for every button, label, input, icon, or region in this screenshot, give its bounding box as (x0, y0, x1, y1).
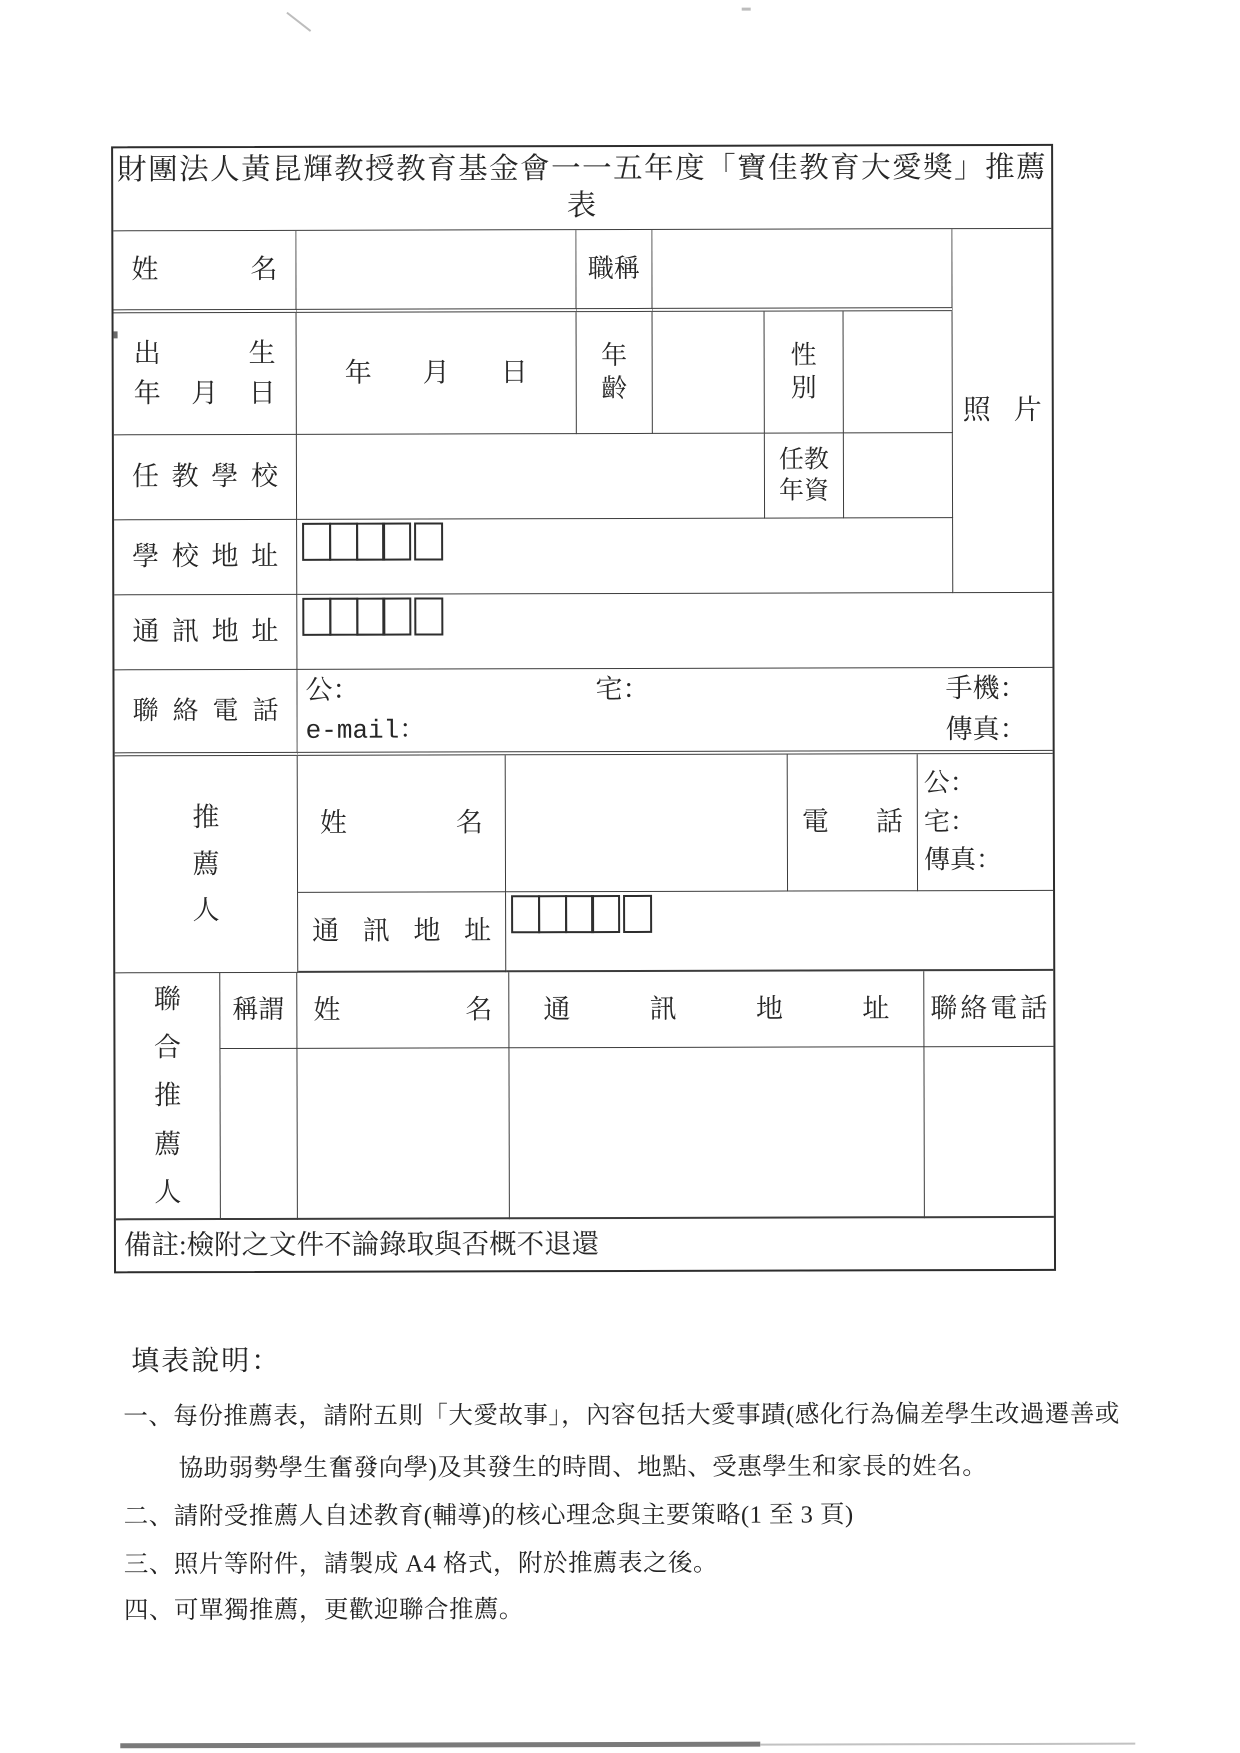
job-title-label: 職稱 (576, 230, 652, 312)
joint-recommender-section-label: 聯合推薦人 (153, 984, 182, 1207)
postal-code-boxes (511, 895, 650, 933)
contact-phone-label: 聯 絡 電 話 (114, 670, 297, 756)
joint-address-input-cell (509, 1047, 924, 1219)
name-label: 姓 名 (113, 231, 296, 313)
recommender-phone-label: 電 話 (788, 754, 918, 891)
age-label: 年齡 (601, 340, 628, 403)
joint-title-input-cell (220, 1049, 297, 1220)
phone-home-label: 宅： (595, 673, 650, 704)
mailing-address-label: 通 訊 地 址 (114, 595, 297, 670)
recommendation-form-table (111, 144, 1056, 1273)
scan-artifact (114, 331, 118, 338)
postal-code-boxes (302, 522, 441, 560)
gender-input-cell (844, 311, 953, 433)
joint-col-address-header: 通 訊 地 址 (509, 971, 924, 1048)
age-input-cell (653, 312, 765, 434)
phone-mobile-label: 手機： (945, 672, 1027, 703)
form-title: 財團法人黃昆輝教授教育基金會一一五年度「寶佳教育大愛獎」推薦表 (113, 146, 1051, 231)
birth-date-input-cell: 年 月 日 (297, 312, 577, 435)
recommender-address-label: 通 訊 地 址 (298, 892, 506, 973)
joint-col-phone-header: 聯 絡 電 話 (924, 971, 1053, 1047)
instructions-heading: 填表說明： (131, 1345, 282, 1378)
postal-code-boxes (302, 597, 441, 635)
teaching-years-input-cell (844, 433, 953, 518)
job-title-input-cell (652, 229, 952, 312)
name-input-cell (296, 230, 576, 313)
joint-col-title-header: 稱謂 (220, 973, 297, 1049)
recommender-phone-office-label: 公： (923, 768, 976, 798)
recommender-name-input-cell (506, 755, 788, 893)
phone-fax-label: 傳真： (945, 713, 1027, 744)
school-address-input-cell (297, 518, 953, 595)
instruction-line-4: 四、可單獨推薦，更歡迎聯合推薦。 (123, 1596, 524, 1625)
recommender-phone-cell (918, 754, 1053, 891)
birth-date-label-line1: 出 生 (133, 337, 276, 369)
recommender-address-input-cell (506, 891, 1053, 972)
photo-cell: 照 片 (952, 229, 1052, 593)
recommender-phone-home-label: 宅： (923, 806, 976, 836)
recommender-section-label: 推薦人 (192, 802, 220, 926)
mailing-address-input-cell (297, 593, 1052, 670)
instruction-line-1: 一、每份推薦表，請附五則「大愛故事」，內容包括大愛事蹟(感化行為偏差學生改過遷善或 (123, 1400, 1120, 1431)
recommender-phone-fax-label: 傳真： (923, 845, 1003, 875)
recommender-name-label: 姓 名 (298, 755, 506, 893)
joint-phone-input-cell (924, 1047, 1053, 1218)
phone-email-label: e-mail： (305, 715, 426, 747)
scan-artifact (742, 8, 751, 11)
school-label: 任 教 學 校 (114, 435, 297, 520)
scan-artifact (286, 12, 311, 32)
joint-col-name-header: 姓 名 (297, 972, 509, 1049)
birth-date-label-line2: 年 月 日 (133, 377, 276, 408)
instruction-line-1-cont: 協助弱勢學生奮發向學)及其發生的時間、地點、受惠學生和家長的姓名。 (178, 1453, 988, 1483)
remarks-row: 備註:檢附之文件不論錄取與否概不退還 (123, 1228, 600, 1261)
joint-name-input-cell (297, 1048, 509, 1220)
scan-artifact (760, 1743, 1135, 1746)
school-input-cell (297, 434, 765, 520)
phone-office-label: 公： (305, 674, 360, 705)
teaching-years-label: 任教年資 (778, 446, 830, 505)
school-address-label: 學 校 地 址 (114, 520, 297, 595)
scan-artifact (120, 1742, 760, 1749)
instruction-line-2: 二、請附受推薦人自述教育(輔導)的核心理念與主要策略(1 至 3 頁) (123, 1501, 854, 1531)
contact-phone-cell (297, 668, 1052, 756)
gender-label: 性別 (790, 340, 817, 403)
instruction-line-3: 三、照片等附件，請製成 A4 格式，附於推薦表之後。 (123, 1549, 719, 1579)
